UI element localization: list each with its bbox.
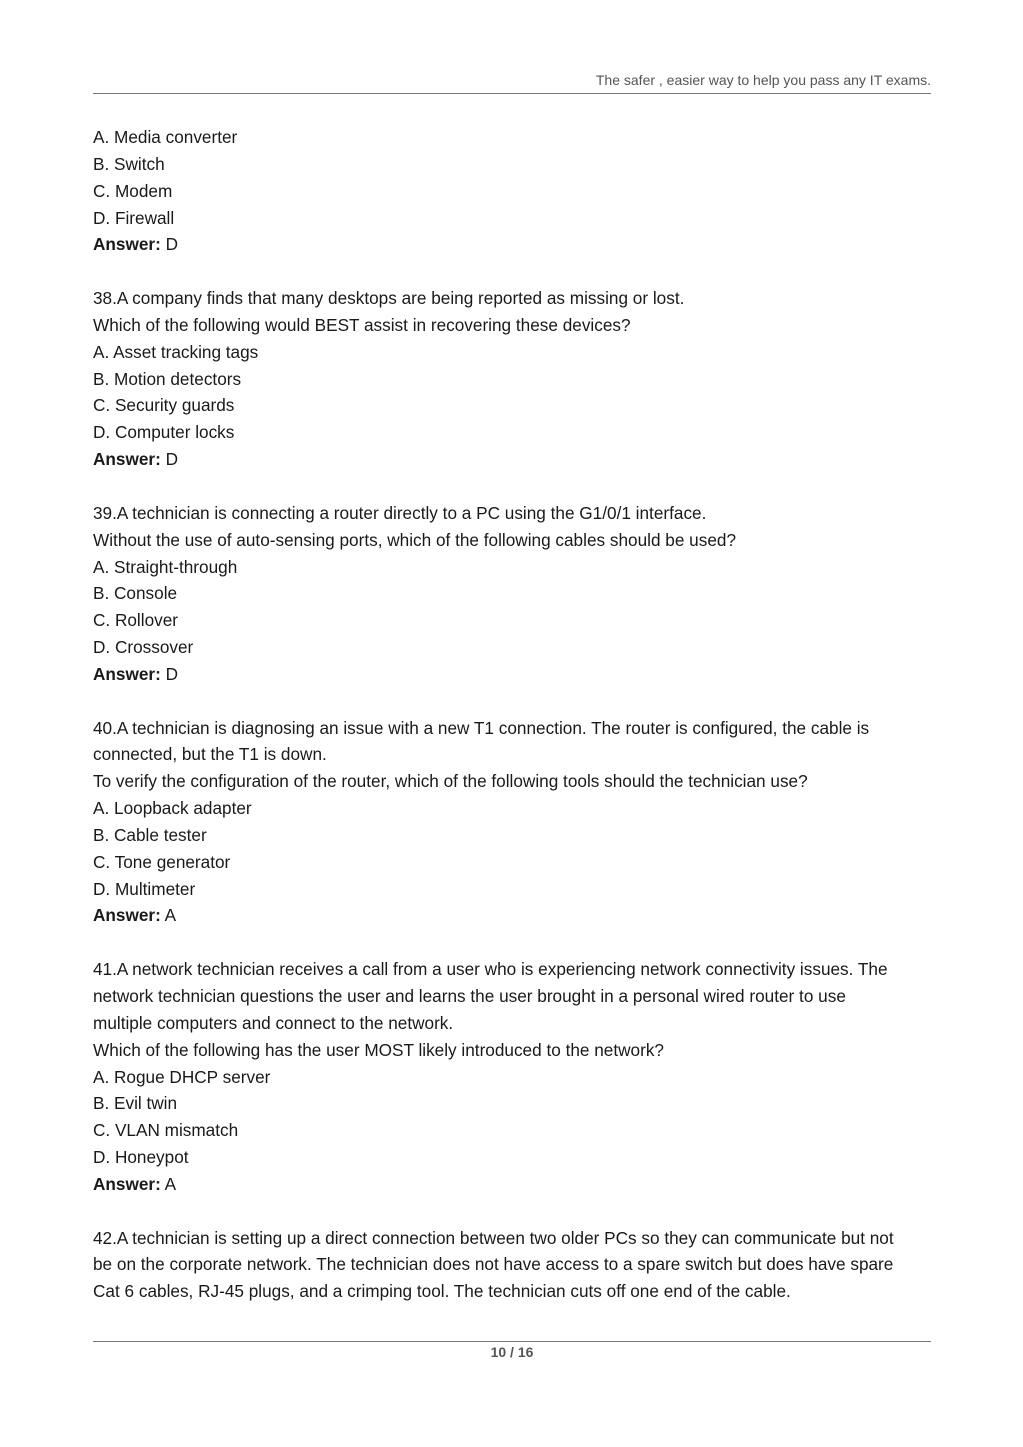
question-block-40	[93, 715, 935, 930]
answer-label: Answer:	[93, 663, 161, 684]
question-text: 38.A company finds that many desktops are being reported as missing or lost.	[93, 288, 685, 309]
option-a: A. Asset tracking tags	[93, 341, 259, 362]
answer-line	[93, 231, 935, 258]
option-c: C. Tone generator	[93, 851, 231, 872]
question-text: connected, but the T1 is down.	[93, 744, 327, 765]
option-c: C. Rollover	[93, 610, 179, 631]
header-divider	[93, 93, 931, 94]
option-a: A. Loopback adapter	[93, 798, 252, 819]
question-text: Without the use of auto-sensing ports, which of the following cables should be used?	[93, 529, 737, 550]
answer-label: Answer:	[93, 905, 161, 926]
page-content	[93, 124, 935, 1305]
option-c: C. VLAN mismatch	[93, 1120, 239, 1141]
option-a: A. Rogue DHCP server	[93, 1066, 271, 1087]
option-a: A. Straight-through	[93, 556, 238, 577]
question-text: 39.A technician is connecting a router directly to a PC using the G1/0/1 interface.	[93, 502, 707, 523]
question-text: 42.A technician is setting up a direct connection between two older PCs so they can communicate but not	[93, 1227, 894, 1248]
question-text: Which of the following would BEST assist in recovering these devices?	[93, 314, 631, 335]
option-c: C. Modem	[93, 180, 173, 201]
option-b: B. Console	[93, 583, 178, 604]
question-block-39	[93, 500, 935, 688]
answer-label: Answer:	[93, 1173, 161, 1194]
question-block-37	[93, 124, 935, 258]
question-text: network technician questions the user and learns the user brought in a personal wired router to use	[93, 986, 846, 1006]
answer-value: D	[160, 234, 178, 255]
answer-line	[93, 661, 935, 688]
answer-value: D	[160, 449, 178, 470]
question-block-42	[93, 1225, 935, 1306]
option-c: C. Security guards	[93, 395, 235, 416]
option-d: D. Computer locks	[93, 422, 235, 443]
option-d: D. Crossover	[93, 637, 194, 658]
option-d: D. Multimeter	[93, 878, 196, 899]
answer-line	[93, 1171, 935, 1198]
footer-divider	[93, 1341, 931, 1342]
page-header-tagline: The safer , easier way to help you pass any IT exams.	[595, 72, 931, 88]
option-b: B. Motion detectors	[93, 368, 242, 389]
answer-label: Answer:	[93, 449, 161, 470]
answer-value: A	[160, 905, 177, 926]
option-b: B. Switch	[93, 153, 165, 174]
question-text: 40.A technician is diagnosing an issue with a new T1 connection. The router is configured, the cable is	[93, 717, 870, 738]
answer-line	[93, 902, 935, 929]
option-b: B. Evil twin	[93, 1093, 178, 1114]
question-block-38	[93, 285, 935, 473]
question-text: Cat 6 cables, RJ-45 plugs, and a crimping tool. The technician cuts off one end of the cable.	[93, 1281, 791, 1302]
option-d: D. Honeypot	[93, 1147, 189, 1168]
answer-label: Answer:	[93, 234, 161, 255]
answer-value: D	[160, 663, 178, 684]
answer-line	[93, 446, 935, 473]
question-text: multiple computers and connect to the network.	[93, 1012, 454, 1033]
question-block-41	[93, 956, 935, 1198]
question-text: Which of the following has the user MOST likely introduced to the network?	[93, 1039, 664, 1060]
option-a: A. Media converter	[93, 127, 238, 147]
option-d: D. Firewall	[93, 207, 175, 228]
answer-value: A	[160, 1173, 177, 1194]
question-text: 41.A network technician receives a call from a user who is experiencing network connectivity issues. The	[93, 959, 888, 980]
question-text: To verify the configuration of the router, which of the following tools should the technician use?	[93, 771, 808, 792]
question-text: be on the corporate network. The technician does not have access to a spare switch but does have spare	[93, 1254, 894, 1275]
page-indicator: 10 / 16	[490, 1344, 534, 1360]
option-b: B. Cable tester	[93, 824, 207, 845]
